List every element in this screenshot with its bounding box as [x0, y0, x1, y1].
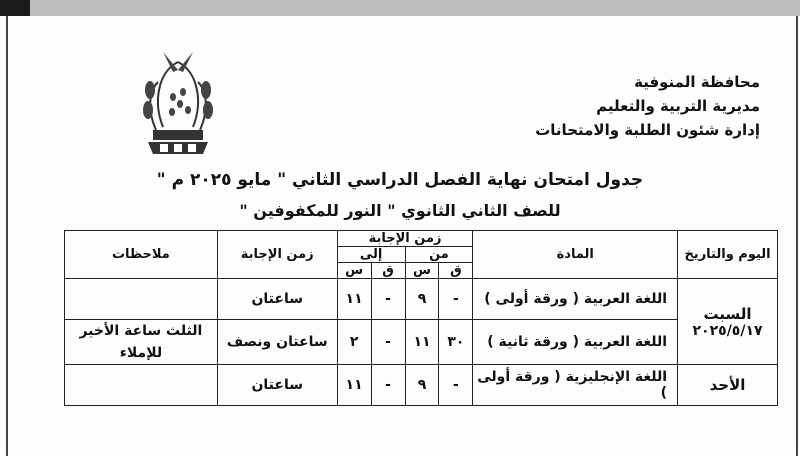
header-to: إلى [337, 247, 405, 263]
day-cell [678, 365, 778, 406]
schedule-subtitle: للصف الثاني الثانوي " النور للمكفوفين " [239, 201, 561, 220]
top-edge [0, 0, 800, 16]
to-hour-cell: ١١ [337, 279, 371, 320]
table-row [65, 320, 778, 365]
day-name: السبت [703, 304, 752, 323]
header-from-minute: ق [439, 263, 473, 279]
directorate-name: مديرية التربية والتعليم [596, 97, 760, 115]
issuer-header [535, 70, 760, 142]
day-name: الأحد [709, 376, 746, 394]
notes-cell [65, 279, 218, 320]
from-minute-cell: - [439, 279, 473, 320]
to-hour-cell: ١١ [337, 365, 371, 406]
exam-schedule-table [64, 230, 778, 406]
notes-cell [65, 365, 218, 406]
subject-cell: اللغة العربية ( ورقة ثانية ) [473, 320, 678, 365]
governorate-emblem-icon [128, 42, 228, 162]
from-minute-cell: ٣٠ [439, 320, 473, 365]
from-hour-cell: ٩ [405, 365, 439, 406]
subject-cell: اللغة الإنجليزية ( ورقة أولى ) [473, 365, 678, 406]
table-row [65, 365, 778, 406]
header-from: من [405, 247, 473, 263]
subject-cell: اللغة العربية ( ورقة أولى ) [473, 279, 678, 320]
to-minute-cell: - [371, 365, 405, 406]
header-to-minute: ق [371, 263, 405, 279]
duration-cell: ساعتان [217, 279, 337, 320]
schedule-title: جدول امتحان نهاية الفصل الدراسي الثاني " مايو ٢٠٢٥ م " [156, 170, 644, 190]
header-subject: المادة [473, 231, 678, 279]
header-duration: زمن الإجابة [217, 231, 337, 279]
header-from-hour: س [405, 263, 439, 279]
from-minute-cell: - [439, 365, 473, 406]
to-minute-cell: - [371, 320, 405, 365]
header-day-date: اليوم والتاريخ [678, 231, 778, 279]
header-to-hour: س [337, 263, 371, 279]
duration-cell: ساعتان ونصف [217, 320, 337, 365]
day-cell [678, 279, 778, 365]
from-hour-cell: ١١ [405, 320, 439, 365]
to-hour-cell: ٢ [337, 320, 371, 365]
governorate-name: محافظة المنوفية [634, 73, 760, 91]
to-minute-cell: - [371, 279, 405, 320]
table-row [65, 279, 778, 320]
header-notes: ملاحظات [65, 231, 218, 279]
department-name: إدارة شئون الطلبة والامتحانات [535, 121, 760, 139]
notes-cell: الثلث ساعة الأخير للإملاء [65, 320, 218, 365]
duration-cell: ساعتان [217, 365, 337, 406]
header-answer-time-group: زمن الإجابة [337, 231, 473, 247]
from-hour-cell: ٩ [405, 279, 439, 320]
day-date: ٢٠٢٥/٥/١٧ [692, 322, 763, 339]
